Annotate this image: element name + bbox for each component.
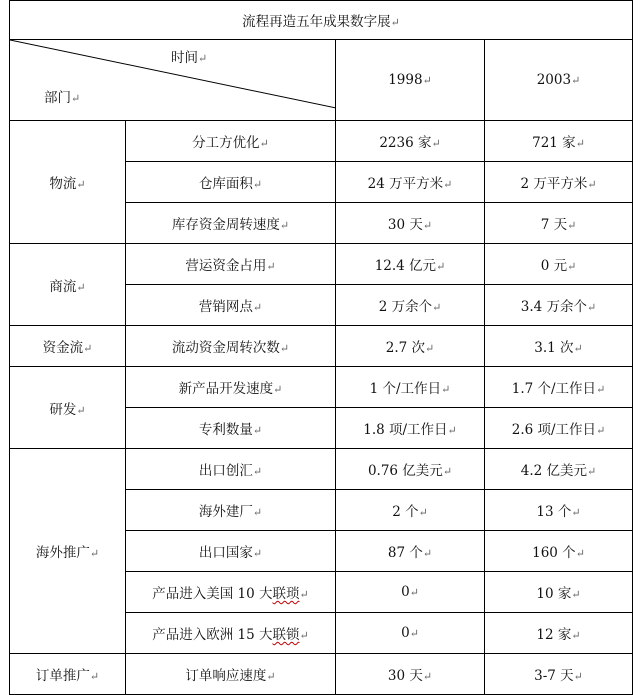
title-text: 流程再造五年成果数字展 xyxy=(242,14,391,30)
item-cell: 营销网点↵ xyxy=(126,285,336,326)
value-2003-cell: 3.1 次↵ xyxy=(485,326,633,367)
item-cell: 库存资金周转速度↵ xyxy=(126,203,336,244)
value-1998-cell: 0↵ xyxy=(336,572,485,613)
table-row xyxy=(10,449,633,490)
value-1998-cell: 2 个↵ xyxy=(336,490,485,531)
value-1998-cell: 12.4 亿元↵ xyxy=(336,244,485,285)
value-1998-cell: 0.76 亿美元↵ xyxy=(336,449,485,490)
paragraph-mark-icon: ↵ xyxy=(390,16,400,29)
item-cell: 新产品开发速度↵ xyxy=(126,367,336,408)
value-2003-cell: 1.7 个/工作日↵ xyxy=(485,367,633,408)
table-row xyxy=(10,654,633,695)
item-cell: 分工方优化↵ xyxy=(126,121,336,162)
value-1998-cell: 1.8 项/工作日↵ xyxy=(336,408,485,449)
value-2003-cell: 0 元↵ xyxy=(485,244,633,285)
value-2003-cell: 2 万平方米↵ xyxy=(485,162,633,203)
item-cell: 订单响应速度↵ xyxy=(126,654,336,695)
table-body xyxy=(10,121,633,695)
value-2003-cell: 160 个↵ xyxy=(485,531,633,572)
value-1998-cell: 30 天↵ xyxy=(336,203,485,244)
value-2003-cell: 13 个↵ xyxy=(485,490,633,531)
value-2003-cell: 3.4 万余个↵ xyxy=(485,285,633,326)
item-cell: 营运资金占用↵ xyxy=(126,244,336,285)
table-row xyxy=(10,367,633,408)
value-1998-cell: 2 万余个↵ xyxy=(336,285,485,326)
dept-label: 部门↵ xyxy=(44,90,81,106)
dept-cell: 商流↵ xyxy=(10,244,126,326)
year-header-2003: 2003↵ xyxy=(485,40,633,121)
item-cell: 专利数量↵ xyxy=(126,408,336,449)
value-2003-cell: 12 家↵ xyxy=(485,613,633,654)
value-2003-cell: 4.2 亿美元↵ xyxy=(485,449,633,490)
results-table xyxy=(9,0,633,695)
value-2003-cell: 7 天↵ xyxy=(485,203,633,244)
time-label: 时间↵ xyxy=(171,50,208,66)
item-cell: 海外建厂↵ xyxy=(126,490,336,531)
value-1998-cell: 1 个/工作日↵ xyxy=(336,367,485,408)
value-1998-cell: 30 天↵ xyxy=(336,654,485,695)
dept-cell: 订单推广↵ xyxy=(10,654,126,695)
item-cell: 产品进入欧洲 15 大联锁↵ xyxy=(126,613,336,654)
table-row xyxy=(10,326,633,367)
dept-cell: 研发↵ xyxy=(10,367,126,449)
year-header-1998: 1998↵ xyxy=(336,40,485,121)
value-1998-cell: 2236 家↵ xyxy=(336,121,485,162)
table-title xyxy=(10,1,633,40)
item-cell: 仓库面积↵ xyxy=(126,162,336,203)
item-cell: 出口创汇↵ xyxy=(126,449,336,490)
item-cell: 产品进入美国 10 大联琐↵ xyxy=(126,572,336,613)
value-2003-cell: 2.6 项/工作日↵ xyxy=(485,408,633,449)
dept-cell: 海外推广↵ xyxy=(10,449,126,654)
value-2003-cell: 721 家↵ xyxy=(485,121,633,162)
item-cell: 出口国家↵ xyxy=(126,531,336,572)
value-1998-cell: 87 个↵ xyxy=(336,531,485,572)
header-diagonal-cell xyxy=(10,40,336,121)
dept-cell: 物流↵ xyxy=(10,121,126,244)
value-2003-cell: 3-7 天↵ xyxy=(485,654,633,695)
value-2003-cell: 10 家↵ xyxy=(485,572,633,613)
table-row xyxy=(10,244,633,285)
item-cell: 流动资金周转次数↵ xyxy=(126,326,336,367)
table-row xyxy=(10,121,633,162)
value-1998-cell: 2.7 次↵ xyxy=(336,326,485,367)
value-1998-cell: 24 万平方米↵ xyxy=(336,162,485,203)
dept-cell: 资金流↵ xyxy=(10,326,126,367)
value-1998-cell: 0↵ xyxy=(336,613,485,654)
